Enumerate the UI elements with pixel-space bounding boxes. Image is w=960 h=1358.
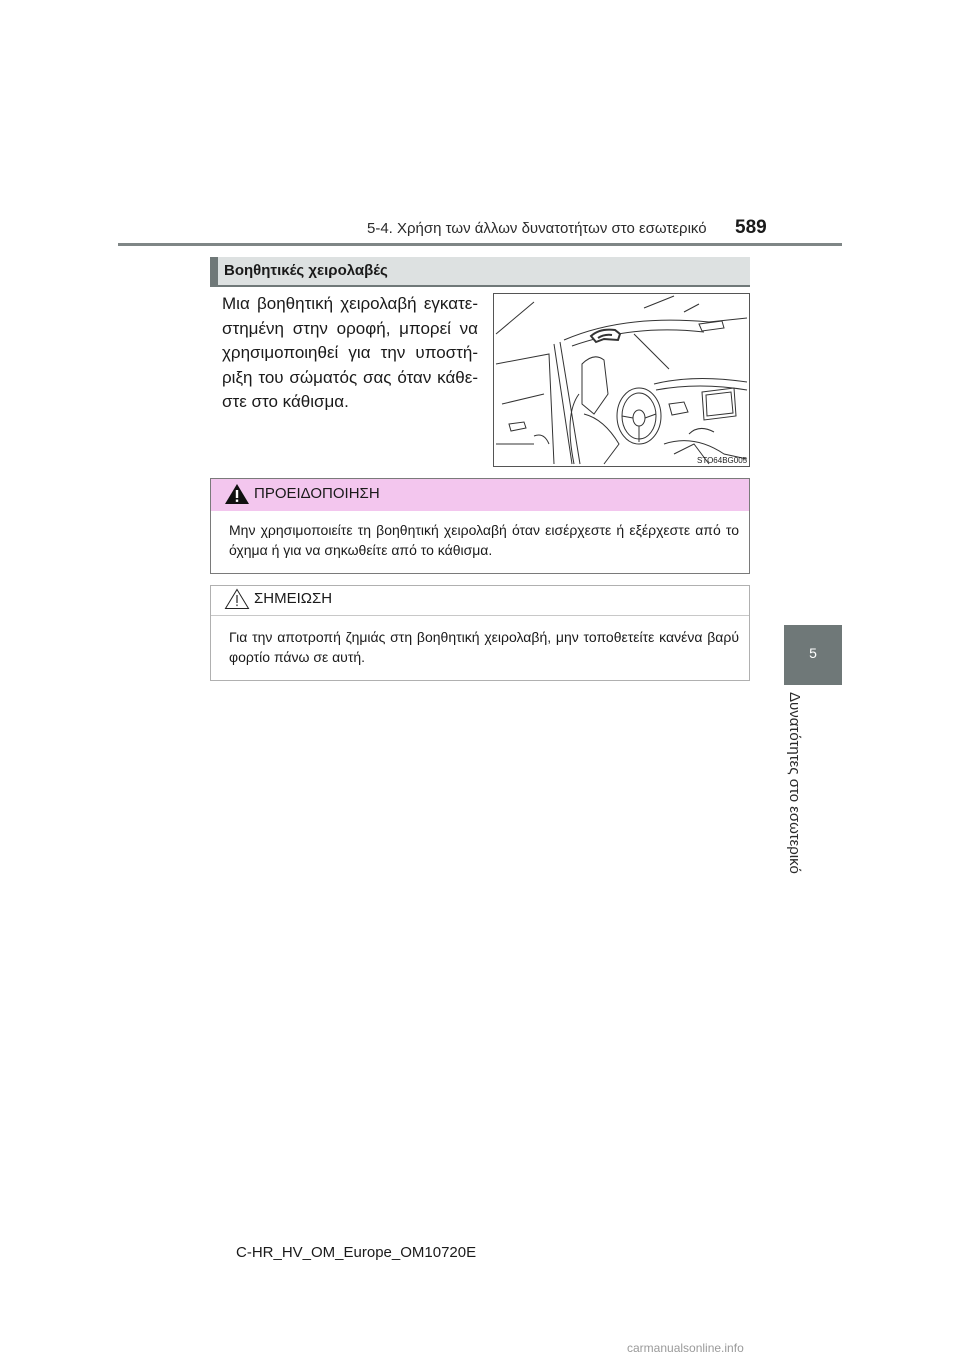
header-title: 5-4. Χρήση των άλλων δυνατοτήτων στο εσωτερικό [367, 220, 707, 237]
illustration-code: STO64BG005 [697, 456, 748, 465]
note-text: Για την αποτροπή ζημιάς στη βοηθητική χειρολαβή, μην τοποθετείτε κανένα βαρύ φορτίο πάνω σε αυτή. [229, 629, 739, 665]
chapter-tab-label: Δυνατότητες στο εσωτερικό [786, 692, 803, 874]
chapter-tab-label-wrap [786, 692, 808, 872]
page-number: 589 [735, 217, 767, 238]
car-interior-drawing [494, 294, 749, 466]
section-heading: Βοηθητικές χειρολαβές [224, 262, 388, 279]
section-heading-rule [210, 285, 750, 287]
warning-text: Μην χρησιμοποιείτε τη βοηθητική χειρολαβή όταν εισέρχεστε ή εξέρχεστε από το όχημα ή για να σηκωθείτε από το κάθισμα. [229, 522, 739, 558]
assist-grip-illustration [493, 293, 750, 467]
note-header-rule [211, 615, 749, 616]
section-body: Μια βοηθητική χειρολαβή εγκατε-στημένη στην οροφή, μπορεί να χρησιμοποιηθεί για την υποστή-ριξη του σώματός σας όταν κάθε-στε στο κάθισμα. [222, 294, 478, 411]
caution-triangle-icon [224, 588, 250, 610]
note-title: ΣΗΜΕΙΩΣΗ [254, 590, 333, 607]
header-rule [118, 243, 842, 246]
section-heading-bar [210, 257, 218, 285]
warning-triangle-icon [224, 483, 250, 505]
chapter-tab-number: 5 [809, 645, 817, 661]
watermark-text: carmanualsonline.info [627, 1341, 744, 1355]
footer-document-code: C-HR_HV_OM_Europe_OM10720E [236, 1244, 477, 1261]
warning-title: ΠΡΟΕΙΔΟΠΟΙΗΣΗ [254, 485, 380, 502]
